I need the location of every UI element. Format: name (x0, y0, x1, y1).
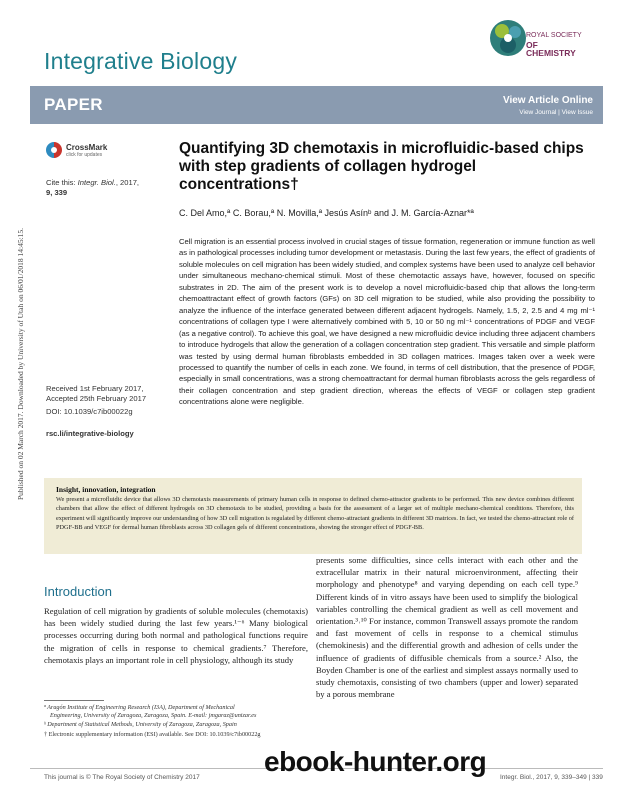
article-authors: C. Del Amo,ª C. Borau,ª N. Movilla,ª Jesús Asínᵇ and J. M. García-Aznar*ª (179, 208, 474, 218)
introduction-heading: Introduction (44, 584, 112, 599)
rsc-logo (488, 18, 584, 76)
view-article-online-link[interactable]: View Article Online (502, 95, 593, 106)
footnote-b (44, 721, 237, 729)
watermark: ebook-hunter.org (264, 746, 487, 777)
crossmark-badge[interactable] (46, 142, 116, 162)
accepted-date: Accepted 25th February 2017 (46, 394, 147, 403)
crossmark-icon (46, 142, 62, 158)
side-note-text: Published on 02 March 2017. Downloaded by University of Utah on 06/01/2018 14:45:15. (16, 227, 25, 500)
cite-prefix: Cite this: (46, 178, 76, 187)
intro-right-column: presents some difficulties, since cells interact with each other and the extracellular matrix in their natural microenvironment, affecting their morphology and phenotype⁸ and varying depending on each cell type.⁹ Different kinds of in vitro assays have been used to simplify the biological variables controlling the chemical gradient as well as cell movement and orientation.³˒¹⁰ For instance, common Transwell assays promote the random and fast movement of cells in response to a chemical stimulus (chemokinesis) and the differential growth and adhesion of cells under the influence of gradients of diffusible chemicals from a source.² Also, the Boyden Chamber is one of the earliest and simplest assays normally used to study chemotaxis, consisting of two chambers (upper and lower) separated by a porous membrane (316, 555, 578, 700)
journal-url-link[interactable]: rsc.li/integrative-biology (46, 429, 134, 438)
received-info (46, 384, 146, 439)
rsc-line2: OF CHEMISTRY (526, 39, 576, 58)
rsc-emblem-icon (488, 18, 528, 58)
paper-label: PAPER (44, 95, 103, 114)
view-journal-issue-links[interactable]: View Journal | View Issue (519, 109, 593, 116)
journal-title: Integrative Biology (44, 48, 238, 74)
footnote-a-line2: Engineering, University of Zaragoza, Zaragoza, Spain. E-mail: jmgaraz@unizar.es (50, 712, 257, 719)
footnote-a (44, 704, 256, 720)
publication-side-note (4, 40, 25, 500)
cite-journal: Integr. Biol. (77, 178, 116, 187)
rsc-wordmark (526, 32, 584, 58)
insight-body: We present a microfluidic device that allows 3D chemotaxis measurements of primary human cells in response to defined chemo-attractor gradients to be performed. This new device combines different chambers that allow the effect of different hydrogels on 3D chemotaxis to be studied, providing a basis for the assessment of a larger set of multiple mechano-chemical conditions. Therefore, this experiment will significantly improve our understanding of how 3D cell migration is regulated by different chemo-attractant gradients in different 3D matrices. In fact, we tested the chemo-attractant role of PDGF-BB and VEGF for dermal human fibroblasts across 3D collagen gels of different concentrations, showing the stronger effect of PDGF-BB. (56, 496, 574, 531)
insight-box (44, 478, 582, 554)
doi-link[interactable]: DOI: 10.1039/c7ib00022g (46, 407, 133, 416)
received-date: Received 1st February 2017, (46, 384, 144, 393)
crossmark-label: CrossMark (66, 143, 108, 152)
footnote-esi: † Electronic supplementary information (ESI) available. See DOI: 10.1039/c7ib00022g (44, 731, 261, 738)
insight-heading: Insight, innovation, integration (56, 485, 156, 494)
paper-banner (30, 86, 603, 124)
footnote-a-line1: ª Aragón Institute of Engineering Research (I3A), Department of Mechanical (44, 704, 235, 711)
rsc-line1: ROYAL SOCIETY (526, 32, 582, 39)
cite-volume-page: 9, 339 (46, 188, 68, 197)
footer-copyright: This journal is © The Royal Society of Chemistry 2017 (44, 774, 200, 781)
article-title: Quantifying 3D chemotaxis in microfluidic-based chips with step gradients of collagen hydrogel concentrations† (179, 140, 584, 193)
footnote-divider (44, 700, 104, 701)
article-abstract: Cell migration is an essential process involved in crucial stages of tissue formation, regeneration or immune function as well as in pathological processes including tumor development or metastasis. During the last few years, the effect of gradients of soluble molecules on cell migration has been widely studied, and complex systems have been used to analyze cell behavior under simultaneous mechano-chemical stimuli. Most of these chemotactic assays have, however, focused on specific substrates in 2D. The aim of the present work is to develop a novel microfluidic-based chip that allows the long-term chemoattractant effect of growth factors (GFs) on 3D cell migration to be studied, while also providing the possibility to analyze the influence of the interface generated between different adjacent hydrogels. Namely, 1.5, 2, 2.5 and 4 mg ml⁻¹ concentrations of collagen type I were alternatively combined with 5, 10 or 50 ng ml⁻¹ concentrations of PDGF and VEGF (as a negative control). To achieve this goal, we have designed a new microfluidic device including three adjacent chambers to introduce hydrogels that allow the generation of a collagen concentration step gradient. This versatile and simple platform was tested by using dermal human fibroblasts embedded in 3D collagen matrices. Images taken over a week were processed to quantify the number of cells in each zone. We found, in terms of cell distribution, that the presence of PDGF, especially in small concentrations, was a strong chemoattractant for dermal human fibroblasts across the gels regardless of their collagen concentration and step gradient direction, whereas the effects of VEGF or collagen step gradient concentrations alone were negligible. (179, 237, 595, 407)
cite-year: , 2017, (115, 178, 140, 187)
crossmark-sub: click for updates (66, 152, 103, 158)
cite-this (46, 178, 139, 198)
footnote-b-text: ᵇ Department of Statistical Methods, University of Zaragoza, Zaragoza, Spain (44, 721, 237, 728)
footer-citation: Integr. Biol., 2017, 9, 339–349 | 339 (500, 774, 603, 781)
intro-left-column: Regulation of cell migration by gradients of soluble molecules (chemotaxis) has been widely studied during the last few years.¹⁻⁶ Many biological processes occurring during both normal and pathological functions require the migration of cells in response to chemical gradients.⁷ Therefore, chemotaxis plays an important role in cell physiology, although its study (44, 606, 308, 665)
